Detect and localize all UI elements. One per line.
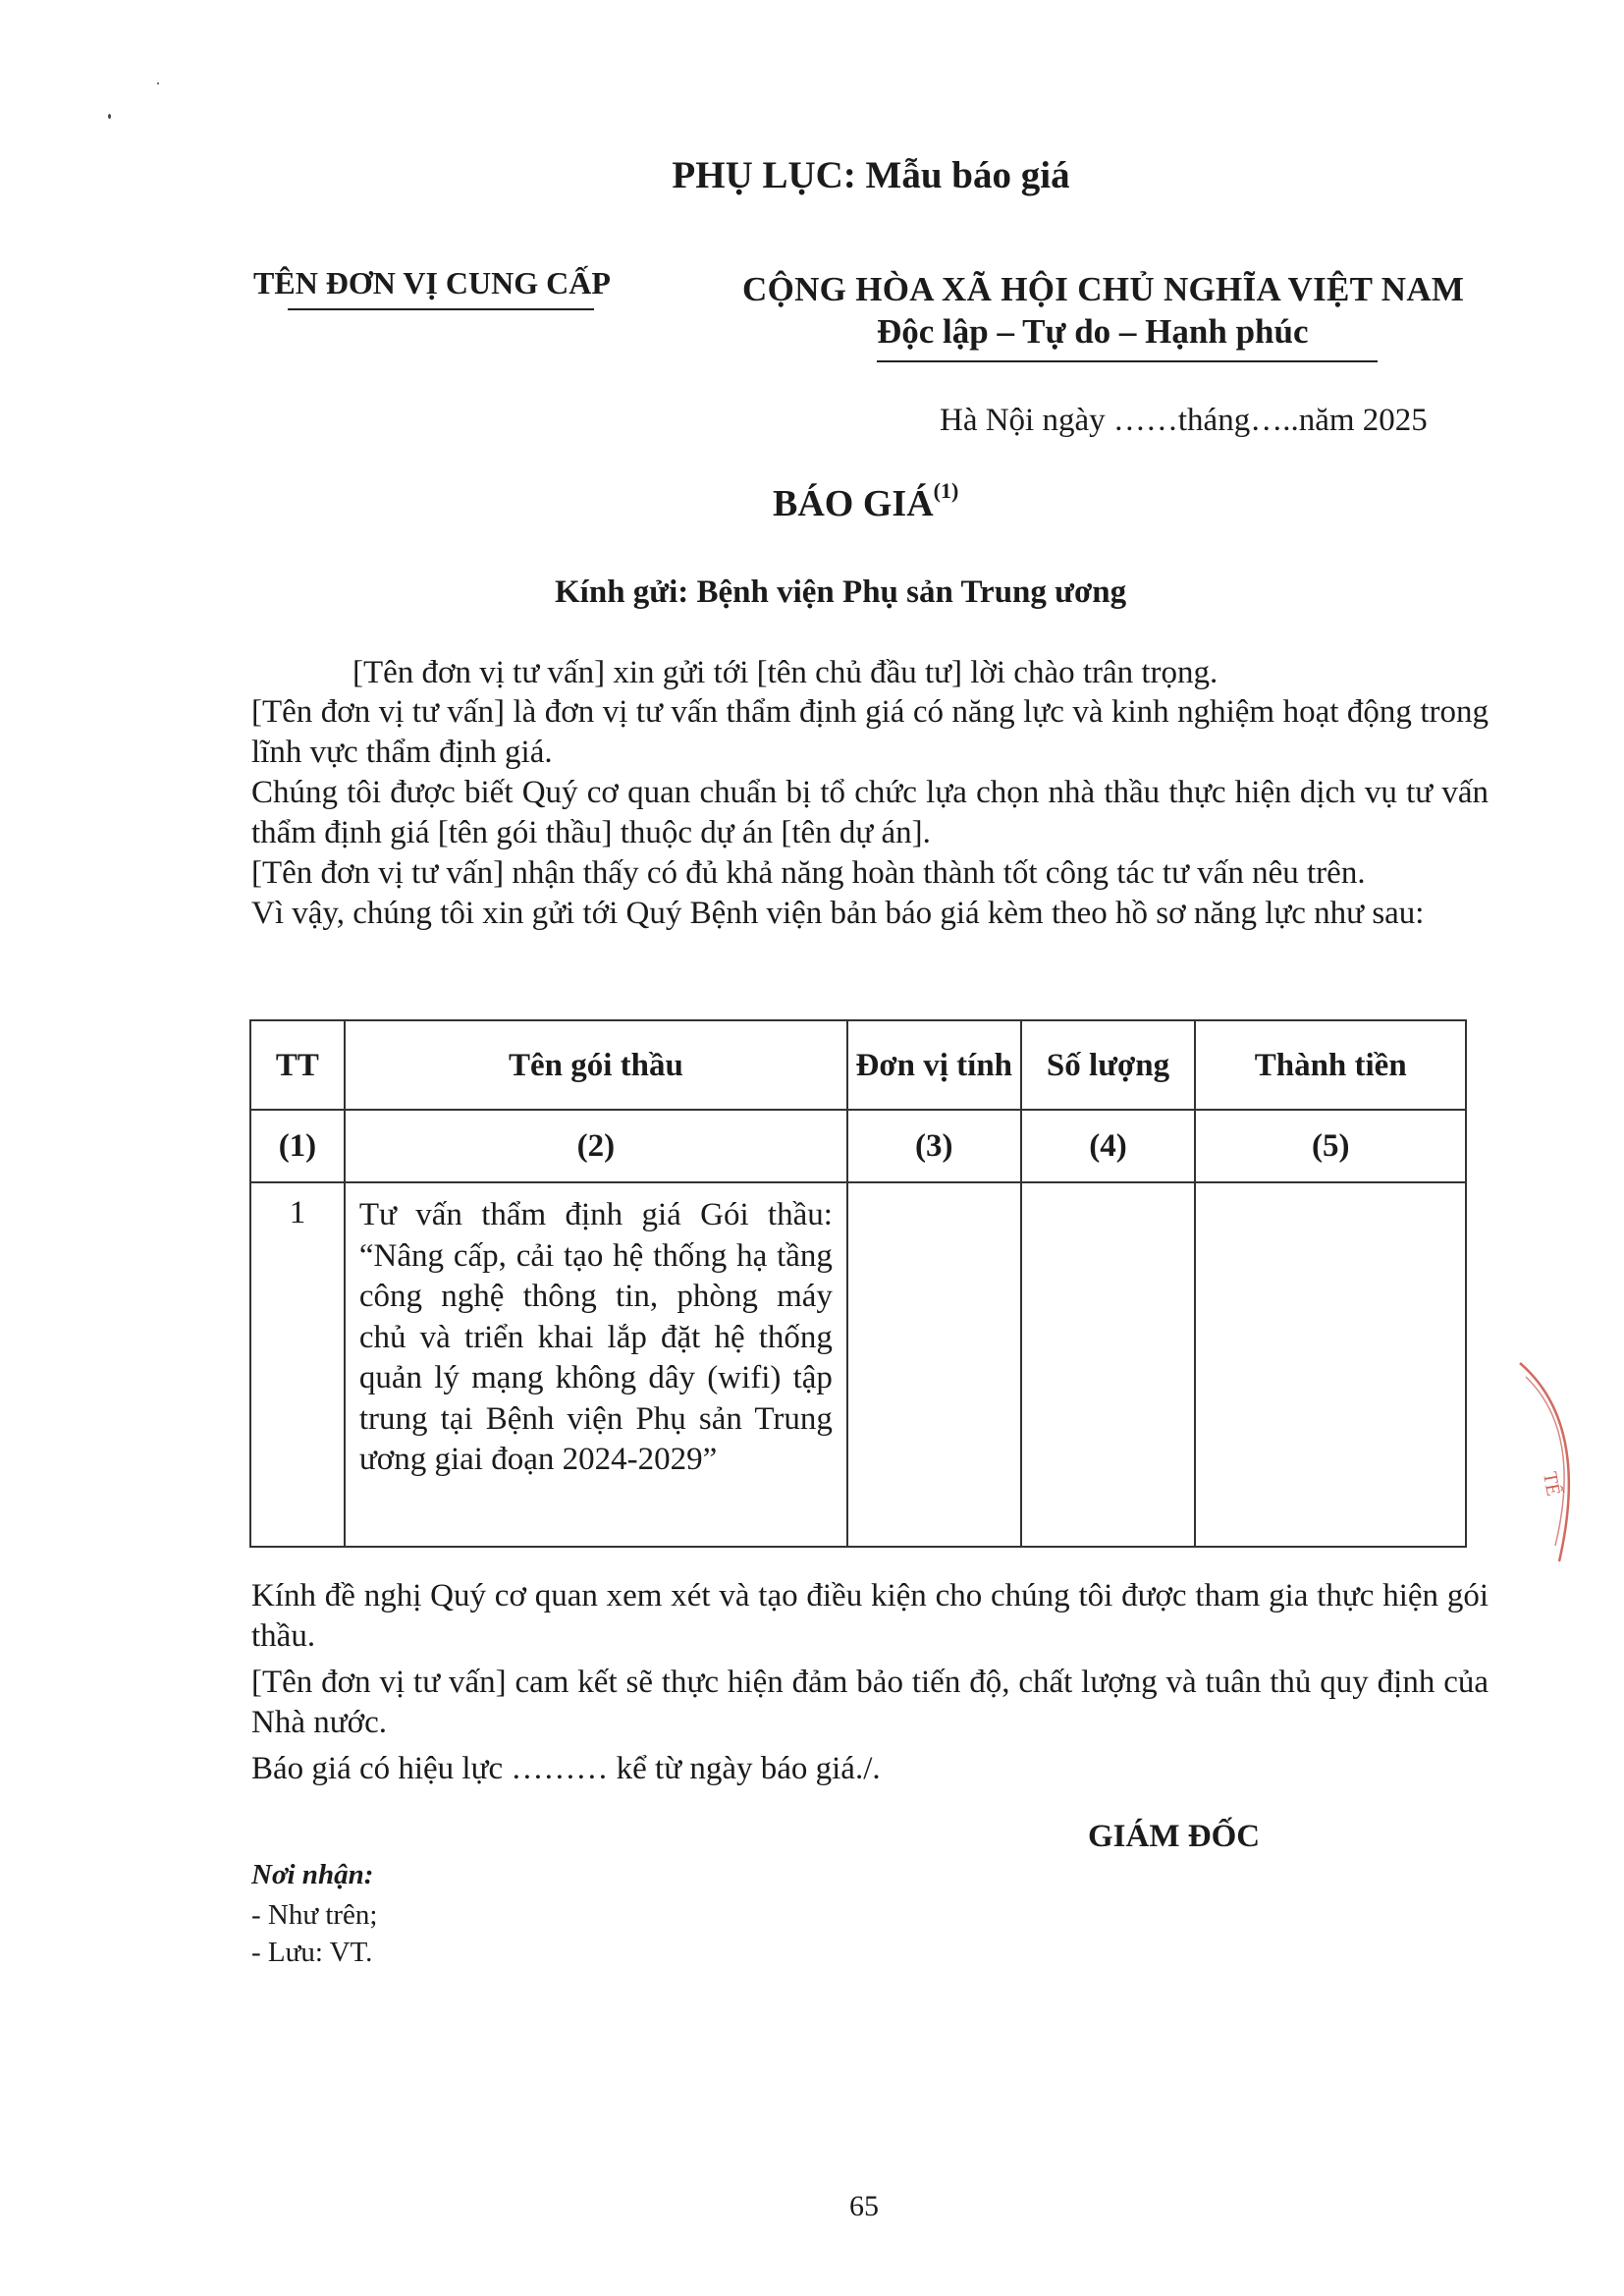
- closing-section: [251, 1576, 1489, 1795]
- page-number: 65: [849, 2190, 879, 2222]
- table-row: [250, 1182, 1466, 1547]
- header-cell: Thành tiền: [1195, 1020, 1466, 1110]
- quantity-cell: [1021, 1182, 1196, 1547]
- table-header-row: [250, 1020, 1466, 1110]
- scan-speck: [108, 114, 111, 119]
- recipients-item: - Như trên;: [251, 1899, 378, 1931]
- national-title: CỘNG HÒA XÃ HỘI CHỦ NGHĨA VIỆT NAM: [742, 270, 1465, 308]
- national-motto: Độc lập – Tự do – Hạnh phúc: [877, 312, 1309, 351]
- closing-paragraph: Báo giá có hiệu lực ……… kể từ ngày báo giá./.: [251, 1751, 881, 1786]
- column-number-row: [250, 1110, 1466, 1182]
- quote-title-footnote: (1): [933, 478, 959, 504]
- intro-paragraph: Vì vậy, chúng tôi xin gửi tới Quý Bệnh viện bản báo giá kèm theo hồ sơ năng lực như sau:: [251, 896, 1425, 931]
- header-cell: Số lượng: [1021, 1020, 1196, 1110]
- stamp-text: TẾ: [1539, 1470, 1564, 1498]
- header-cell: TT: [250, 1020, 345, 1110]
- amount-cell: [1195, 1182, 1466, 1547]
- closing-paragraph: [Tên đơn vị tư vấn] cam kết sẽ thực hiện đảm bảo tiến độ, chất lượng và tuân thủ quy định của Nhà nước.: [251, 1665, 1489, 1740]
- signature-title: GIÁM ĐỐC: [1088, 1819, 1261, 1854]
- intro-paragraph: [Tên đơn vị tư vấn] xin gửi tới [tên chủ đầu tư] lời chào trân trọng.: [352, 655, 1218, 690]
- closing-paragraph: Kính đề nghị Quý cơ quan xem xét và tạo điều kiện cho chúng tôi được tham gia thực hiện gói thầu.: [251, 1578, 1489, 1654]
- column-number-cell: (4): [1021, 1110, 1196, 1182]
- package-name-cell: Tư vấn thẩm định giá Gói thầu: “Nâng cấp, cải tạo hệ thống hạ tầng công nghệ thông tin, phòng máy chủ và triển khai lắp đặt hệ thống quản lý mạng không dây (wifi) tập trung tại Bệnh viện Phụ sản Trung ương giai đoạn 2024-2029”: [345, 1182, 847, 1547]
- column-number-cell: (1): [250, 1110, 345, 1182]
- scan-speck: [157, 82, 159, 84]
- quote-table: [249, 1019, 1467, 1548]
- row-number-cell: 1: [250, 1182, 345, 1547]
- header-cell: Tên gói thầu: [345, 1020, 847, 1110]
- date-line: Hà Nội ngày ……tháng…..năm 2025: [940, 403, 1428, 438]
- supplier-name-underline: [288, 308, 594, 310]
- header-cell: Đơn vị tính: [847, 1020, 1021, 1110]
- intro-section: [251, 653, 1489, 934]
- intro-paragraph: [Tên đơn vị tư vấn] nhận thấy có đủ khả năng hoàn thành tốt công tác tư vấn nêu trên.: [251, 855, 1366, 891]
- supplier-name-heading: TÊN ĐƠN VỊ CUNG CẤP: [253, 265, 611, 301]
- appendix-title: PHỤ LỤC: Mẫu báo giá: [672, 154, 1070, 196]
- column-number-cell: (3): [847, 1110, 1021, 1182]
- intro-paragraph: Chúng tôi được biết Quý cơ quan chuẩn bị tổ chức lựa chọn nhà thầu thực hiện dịch vụ tư vấn thẩm định giá [tên gói thầu] thuộc dự án [tên dự án].: [251, 775, 1489, 850]
- quote-title-text: BÁO GIÁ: [773, 483, 934, 524]
- unit-cell: [847, 1182, 1021, 1547]
- recipients-heading: Nơi nhận:: [251, 1859, 374, 1890]
- column-number-cell: (5): [1195, 1110, 1466, 1182]
- recipient-line: Kính gửi: Bệnh viện Phụ sản Trung ương: [555, 574, 1127, 610]
- intro-paragraph: [Tên đơn vị tư vấn] là đơn vị tư vấn thẩm định giá có năng lực và kinh nghiệm hoạt động trong lĩnh vực thẩm định giá.: [251, 694, 1489, 770]
- quote-title: [773, 478, 959, 525]
- motto-underline: [877, 360, 1378, 362]
- column-number-cell: (2): [345, 1110, 847, 1182]
- red-stamp-fragment: [1512, 1355, 1620, 1581]
- recipients-item: - Lưu: VT.: [251, 1937, 373, 1968]
